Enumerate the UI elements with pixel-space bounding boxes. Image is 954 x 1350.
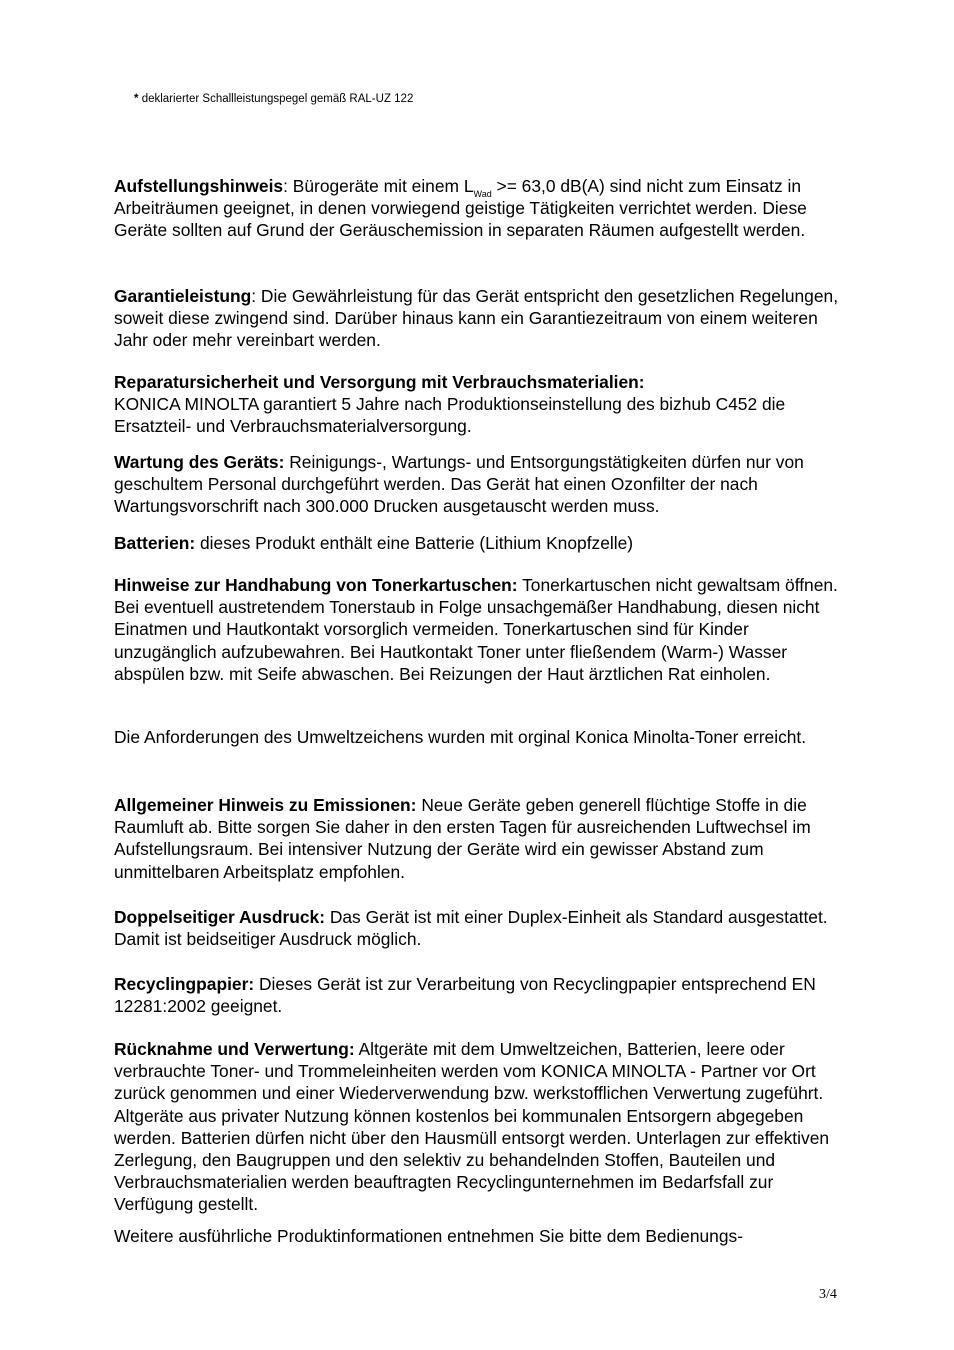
aufstellung-text-pre: : Bürogeräte mit einem L — [283, 176, 474, 196]
heading-batterien: Batterien: — [114, 533, 196, 553]
paragraph-aufstellungshinweis — [114, 175, 849, 242]
ruecknahme-text: Altgeräte mit dem Umweltzeichen, Batterien, leere oder verbrauchte Toner- und Trommeleinheiten werden vom KONICA MINOLTA - Partner vor Ort zurück genommen und einer Wiederverwendung bzw. werkstofflichen Verwertung zugeführt. Altgeräte aus privater Nutzung können kostenlos bei kommunalen Entsorgern abgegeben werden. Batterien dürfen nicht über den Hausmüll entsorgt werden. Unterlagen zur effektiven Zerlegung, den Baugruppen und den selektiv zu behandelnden Stoffen, Bauteilen und Verbrauchsmaterialien werden beauftragten Recyclingunternehmen im Bedarfsfall zur Verfügung gestellt. — [114, 1039, 830, 1215]
heading-reparatursicherheit: Reparatursicherheit und Versorgung mit Verbrauchsmaterialien: — [114, 372, 645, 392]
aufstellung-text-post: >= 63,0 dB(A) sind nicht zum Einsatz in Arbeiträumen geeignet, in denen vorwiegend geistige Tätigkeiten verrichtet werden. Diese Geräte sollten auf Grund der Geräuschemission in separaten Räumen aufgestellt werden. — [114, 176, 807, 241]
batterien-text: dieses Produkt enthält eine Batterie (Lithium Knopfzelle) — [195, 533, 634, 553]
toner-text: Tonerkartuschen nicht gewaltsam öffnen. Bei eventuell austretendem Tonerstaub in Folge unsachgemäßer Handhabung, diesen nicht Einatmen und Hautkontakt vorsorglich vermeiden. Tonerkartuschen sind für Kinder unzugänglich aufzubewahren. Bei Hautkontakt Toner unter fließendem (Warm-) Wasser abspülen bzw. mit Seife abwaschen. Bei Reizungen der Haut ärztlichen Rat einholen. — [114, 575, 838, 684]
paragraph-ruecknahme — [114, 1038, 849, 1216]
heading-wartung: Wartung des Geräts: — [114, 452, 285, 472]
lwad-subscript: Wad — [473, 189, 492, 199]
reparatur-text: KONICA MINOLTA garantiert 5 Jahre nach Produktionseinstellung des bizhub C452 die Ersatzteil- und Verbrauchsmaterialversorgung. — [114, 394, 786, 437]
garantie-text: : Die Gewährleistung für das Gerät entspricht den gesetzlichen Regelungen, soweit diese zwingend sind. Darüber hinaus kann ein Garantiezeitraum von einem weiteren Jahr oder mehr vereinbart werden. — [114, 286, 839, 351]
footnote — [134, 91, 413, 107]
heading-recyclingpapier: Recyclingpapier: — [114, 974, 255, 994]
paragraph-reparatursicherheit — [114, 371, 849, 438]
paragraph-wartung — [114, 451, 849, 518]
duplex-text: Das Gerät ist mit einer Duplex-Einheit als Standard ausgestattet. Damit ist beidseitiger Ausdruck möglich. — [114, 907, 828, 950]
heading-emissionen: Allgemeiner Hinweis zu Emissionen: — [114, 795, 417, 815]
page-number: 3/4 — [819, 1287, 837, 1302]
paragraph-weitere — [114, 1225, 849, 1247]
paragraph-garantieleistung — [114, 285, 849, 352]
paragraph-duplex — [114, 906, 849, 950]
heading-ruecknahme: Rücknahme und Verwertung: — [114, 1039, 355, 1059]
wartung-text: Reinigungs-, Wartungs- und Entsorgungstätigkeiten dürfen nur von geschultem Personal durchgeführt werden. Das Gerät hat einen Ozonfilter der nach Wartungsvorschrift nach 300.000 Drucken ausgetauscht werden muss. — [114, 452, 804, 517]
paragraph-tonerkartuschen — [114, 574, 849, 685]
paragraph-emissionen — [114, 794, 849, 883]
footnote-text: deklarierter Schallleistungspegel gemäß RAL-UZ 122 — [141, 93, 414, 105]
weitere-text: Weitere ausführliche Produktinformationen entnehmen Sie bitte dem Bedienungs- — [114, 1226, 744, 1246]
anforderungen-text: Die Anforderungen des Umweltzeichens wurden mit orginal Konica Minolta-Toner erreicht. — [114, 727, 807, 747]
footnote-marker: * — [134, 93, 139, 105]
emissionen-text: Neue Geräte geben generell flüchtige Stoffe in die Raumluft ab. Bitte sorgen Sie daher in den ersten Tagen für ausreichenden Luftwechsel im Aufstellungsraum. Bei intensiver Nutzung der Geräte wird ein gewisser Abstand zum unmittelbaren Arbeitsplatz empfohlen. — [114, 795, 811, 882]
paragraph-anforderungen — [114, 726, 849, 748]
heading-aufstellungshinweis: Aufstellungshinweis — [114, 176, 284, 196]
paragraph-recyclingpapier — [114, 973, 849, 1017]
heading-tonerkartuschen: Hinweise zur Handhabung von Tonerkartuschen: — [114, 575, 518, 595]
recycling-text: Dieses Gerät ist zur Verarbeitung von Recyclingpapier entsprechend EN 12281:2002 geeignet. — [114, 974, 816, 1017]
heading-garantieleistung: Garantieleistung — [114, 286, 252, 306]
heading-duplex: Doppelseitiger Ausdruck: — [114, 907, 325, 927]
paragraph-batterien — [114, 532, 849, 554]
